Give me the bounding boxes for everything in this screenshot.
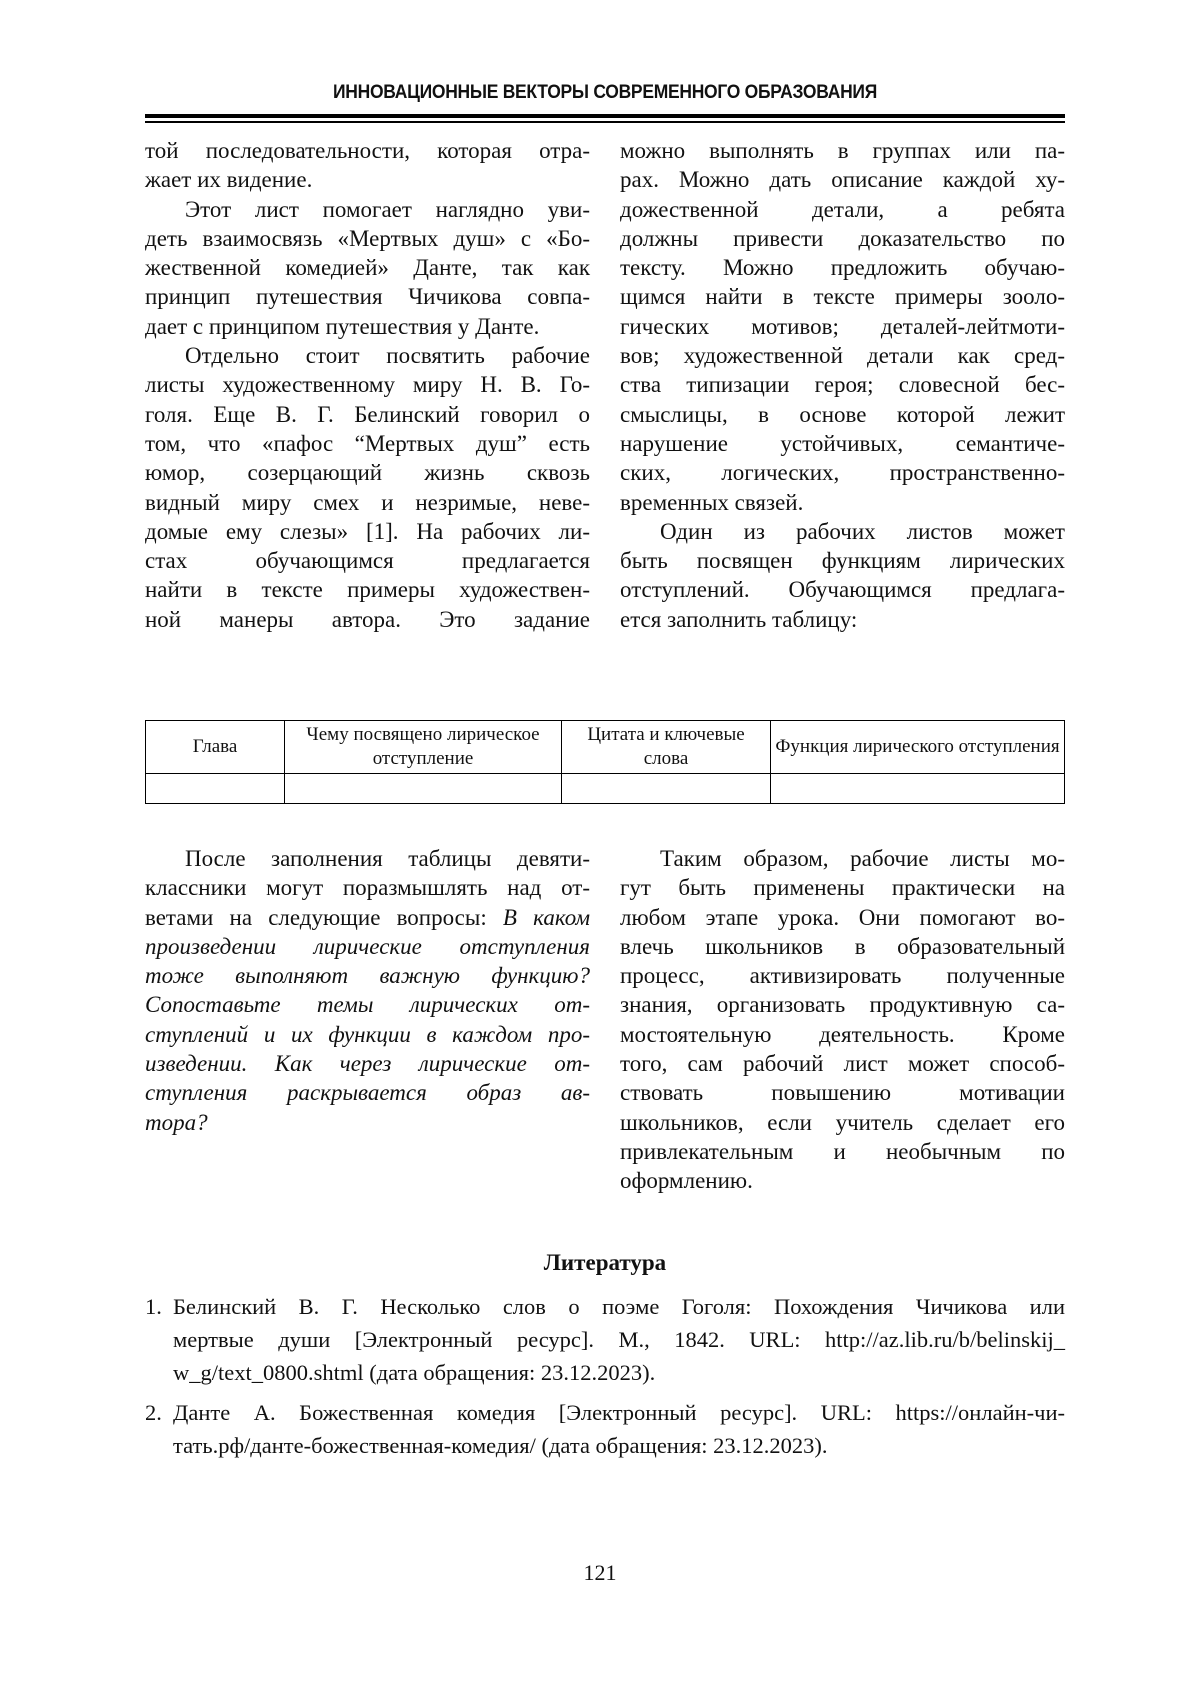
text-line-content: ских, логических, пространственно- <box>620 460 1065 485</box>
text-line-content: быть посвящен функциям лирических <box>620 548 1065 573</box>
header-rule-thick <box>145 114 1065 118</box>
text-line <box>145 400 590 429</box>
text-line-content: ной манеры автора. Это задание <box>145 607 590 632</box>
text-line-content: оформлению. <box>620 1168 753 1193</box>
text-line <box>620 932 1065 961</box>
reference-line: w_g/text_0800.shtml (дата обращения: 23.12.2023). <box>173 1356 1065 1389</box>
header-rule-thin <box>145 121 1065 123</box>
text-line-content: видный миру смех и незримые, неве- <box>145 490 590 515</box>
text-line <box>620 605 1065 634</box>
text-line <box>620 873 1065 902</box>
text-line-content: Сопоставьте темы лирических от- <box>145 992 590 1017</box>
text-line <box>620 195 1065 224</box>
text-line <box>620 575 1065 604</box>
text-line <box>620 1020 1065 1049</box>
text-line-content: школьников, если учитель сделает его <box>620 1110 1065 1135</box>
text-line-content: тексту. Можно предложить обучаю- <box>620 255 1065 280</box>
text-line-content: тора? <box>145 1110 208 1135</box>
text-line-content: той последовательности, которая отра- <box>145 138 590 163</box>
text-line <box>145 488 590 517</box>
reference-line: Белинский В. Г. Несколько слов о поэме Гоголя: Похождения Чичикова или <box>173 1290 1065 1323</box>
text-line-content: стах обучающимся предлагается <box>145 548 590 573</box>
bottom-right-column <box>620 844 1065 1196</box>
reference-line: мертвые души [Электронный ресурс]. М., 1842. URL: http://az.lib.ru/b/belinskij_ <box>173 1323 1065 1356</box>
text-line <box>145 224 590 253</box>
text-line-content: ется заполнить таблицу: <box>620 607 857 632</box>
text-line <box>620 546 1065 575</box>
text-line <box>145 341 590 370</box>
text-line-content: гут быть применены практически на <box>620 875 1065 900</box>
text-line-content: После заполнения таблицы девяти- <box>185 846 590 871</box>
text-line <box>620 961 1065 990</box>
text-line <box>620 341 1065 370</box>
top-left-column <box>145 136 590 634</box>
text-line-content: том, что «пафос “Мертвых душ” есть <box>145 431 590 456</box>
text-line <box>145 282 590 311</box>
literature-heading: Литература <box>145 1250 1065 1276</box>
text-line <box>145 873 590 902</box>
text-line <box>620 400 1065 429</box>
text-line-content: изведении. Как через лирические от- <box>145 1051 590 1076</box>
text-line <box>145 458 590 487</box>
text-line-content: рах. Можно дать описание каждой ху- <box>620 167 1065 192</box>
text-line <box>620 1137 1065 1166</box>
text-line-content: отступлений. Обучающимся предлага- <box>620 577 1065 602</box>
text-line <box>145 1049 590 1078</box>
text-line <box>620 1049 1065 1078</box>
text-line-content: знания, организовать продуктивную са- <box>620 992 1065 1017</box>
text-line-content: найти в тексте примеры художествен- <box>145 577 590 602</box>
text-line <box>620 1108 1065 1137</box>
text-line-content: принцип путешествия Чичикова совпа- <box>145 284 590 309</box>
text-line-content: привлекательным и необычным по <box>620 1139 1065 1164</box>
text-line-content: деть взаимосвязь «Мертвых душ» с «Бо- <box>145 226 590 251</box>
text-line <box>145 517 590 546</box>
lyrical-digression-table <box>145 720 1065 804</box>
table-cell <box>146 774 285 804</box>
text-line <box>620 312 1065 341</box>
text-line-content: Отдельно стоит посвятить рабочие <box>185 343 590 368</box>
text-line-content: должны привести доказательство по <box>620 226 1065 251</box>
text-line-content: ветами на следующие вопросы: <box>145 905 503 930</box>
top-right-column <box>620 136 1065 634</box>
table-cell <box>771 774 1065 804</box>
bottom-left-column <box>145 844 590 1137</box>
text-line-content: произведении лирические отступления <box>145 934 590 959</box>
text-line <box>620 458 1065 487</box>
text-line-content: Один из рабочих листов может <box>660 519 1065 544</box>
text-line-content: голя. Еще В. Г. Белинский говорил о <box>145 402 590 427</box>
text-line-content: смыслицы, в основе которой лежит <box>620 402 1065 427</box>
text-line <box>620 253 1065 282</box>
text-line-content: ступления раскрывается образ ав- <box>145 1080 590 1105</box>
text-line <box>145 903 590 932</box>
text-line-content: ствовать повышению мотивации <box>620 1080 1065 1105</box>
text-line-content: ступлений и их функции в каждом про- <box>145 1022 590 1047</box>
text-line <box>620 165 1065 194</box>
table-cell <box>285 774 562 804</box>
text-line-content: домые ему слезы» [1]. На рабочих ли- <box>145 519 590 544</box>
text-line <box>145 136 590 165</box>
text-line-content: нарушение устойчивых, семантиче- <box>620 431 1065 456</box>
text-line-content: влечь школьников в образовательный <box>620 934 1065 959</box>
text-line-content: ства типизации героя; словесной бес- <box>620 372 1065 397</box>
table-header-cell: Цитата и ключевые слова <box>562 721 771 774</box>
text-line <box>620 488 1065 517</box>
text-line-content: жественной комедией» Данте, так как <box>145 255 590 280</box>
table-header-cell: Функция лирического отступления <box>771 721 1065 774</box>
text-line-content: тоже выполняют важную функцию? <box>145 963 590 988</box>
table-row <box>146 774 1065 804</box>
text-line-content: жает их видение. <box>145 167 312 192</box>
table-header-cell: Глава <box>146 721 285 774</box>
text-line-content: любом этапе урока. Они помогают во- <box>620 905 1065 930</box>
text-line <box>620 282 1065 311</box>
text-line-content: процесс, активизировать полученные <box>620 963 1065 988</box>
text-line-content: дает с принципом путешествия у Данте. <box>145 314 539 339</box>
reference-number: 1. <box>145 1290 162 1323</box>
text-line <box>620 429 1065 458</box>
text-line-content: вов; художественной детали как сред- <box>620 343 1065 368</box>
text-line <box>145 961 590 990</box>
text-line <box>145 1020 590 1049</box>
text-line-content: Этот лист помогает наглядно уви- <box>185 197 590 222</box>
italic-question-start: В каком <box>503 905 590 930</box>
text-line <box>620 1078 1065 1107</box>
table-cell <box>562 774 771 804</box>
text-line <box>145 990 590 1019</box>
text-line <box>145 195 590 224</box>
text-line <box>620 1166 1065 1195</box>
text-line-content: временных связей. <box>620 490 803 515</box>
text-line-content: того, сам рабочий лист может способ- <box>620 1051 1065 1076</box>
text-line <box>145 1108 590 1137</box>
text-line <box>145 932 590 961</box>
text-line <box>620 136 1065 165</box>
text-line-content: юмор, созерцающий жизнь сквозь <box>145 460 590 485</box>
text-line <box>620 370 1065 399</box>
running-header: ИННОВАЦИОННЫЕ ВЕКТОРЫ СОВРЕМЕННОГО ОБРАЗОВАНИЯ <box>182 82 1028 104</box>
table-header-row <box>146 721 1065 774</box>
text-line <box>145 429 590 458</box>
text-line <box>620 903 1065 932</box>
text-line <box>145 844 590 873</box>
reference-number: 2. <box>145 1396 162 1429</box>
text-line-content: классники могут поразмышлять над от- <box>145 875 590 900</box>
text-line <box>620 517 1065 546</box>
text-line-content: гических мотивов; деталей-лейтмоти- <box>620 314 1065 339</box>
text-line <box>145 605 590 634</box>
reference-item <box>145 1290 1065 1389</box>
reference-line: Данте А. Божественная комедия [Электронный ресурс]. URL: https://онлайн-чи- <box>173 1396 1065 1429</box>
text-line <box>145 546 590 575</box>
text-line-content: дожественной детали, а ребята <box>620 197 1065 222</box>
text-line <box>620 844 1065 873</box>
text-line-content: мостоятельную деятельность. Кроме <box>620 1022 1065 1047</box>
text-line-content: листы художественному миру Н. В. Го- <box>145 372 590 397</box>
text-line <box>145 253 590 282</box>
page-number: 121 <box>0 1560 1200 1586</box>
reference-item <box>145 1396 1065 1462</box>
text-line <box>145 370 590 399</box>
text-line <box>145 1078 590 1107</box>
text-line-content: Таким образом, рабочие листы мо- <box>660 846 1065 871</box>
table-header-cell: Чему посвящено лирическое отступление <box>285 721 562 774</box>
text-line <box>620 224 1065 253</box>
text-line-content: можно выполнять в группах или па- <box>620 138 1065 163</box>
reference-line: тать.рф/данте-божественная-комедия/ (дата обращения: 23.12.2023). <box>173 1429 1065 1462</box>
text-line <box>145 165 590 194</box>
reference-list <box>145 1290 1065 1469</box>
text-line-content: щимся найти в тексте примеры зооло- <box>620 284 1065 309</box>
text-line <box>620 990 1065 1019</box>
text-line <box>145 575 590 604</box>
text-line <box>145 312 590 341</box>
